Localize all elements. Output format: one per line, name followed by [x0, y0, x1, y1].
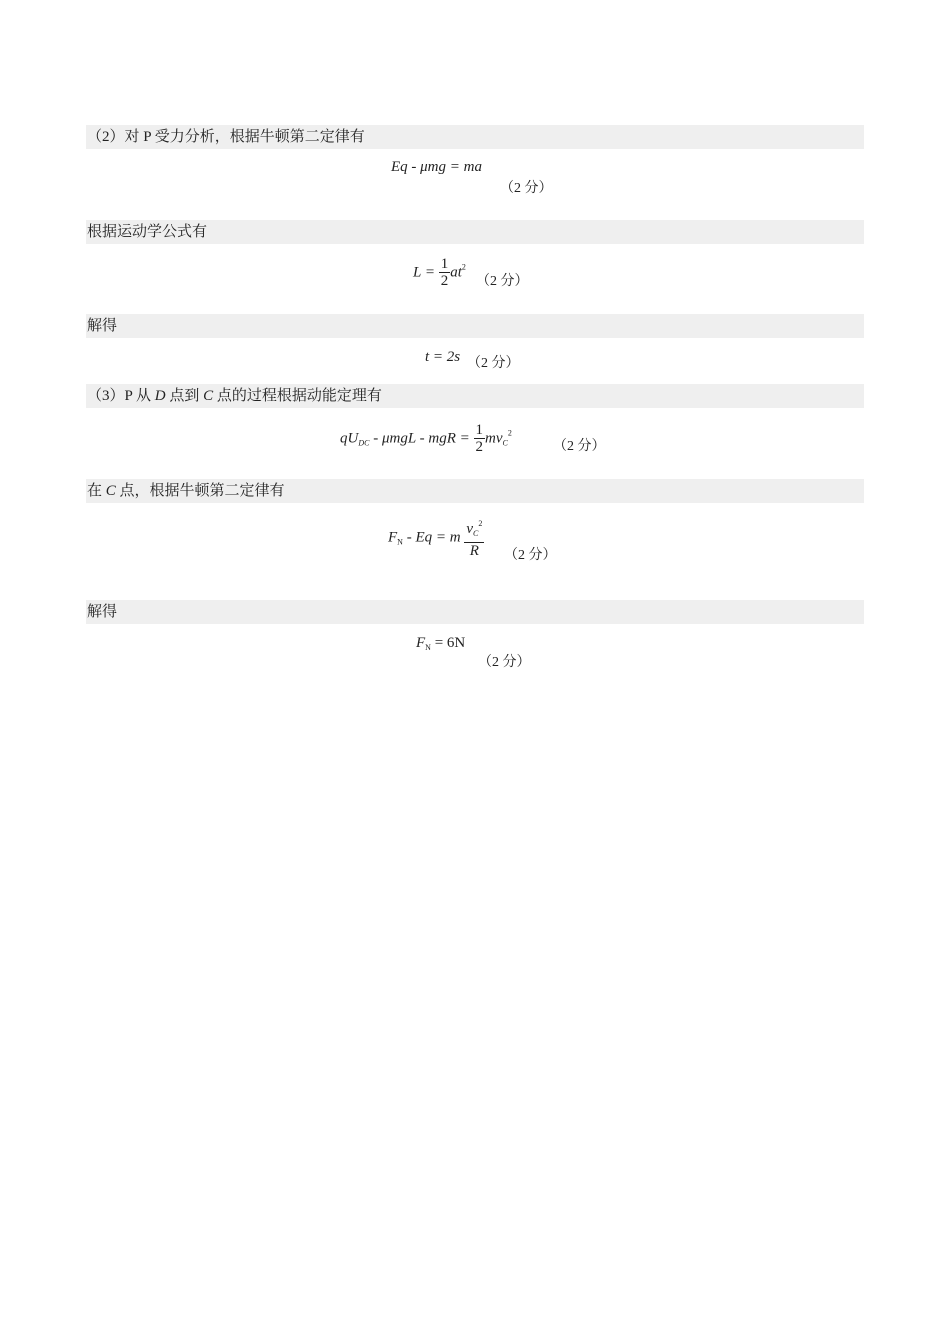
fraction-numerator: 1: [475, 422, 484, 438]
fraction-denominator: 2: [440, 273, 449, 289]
equation-work-energy: [340, 422, 512, 456]
equation-kinematics: [413, 256, 466, 290]
text-segment: 在: [87, 483, 106, 499]
equation-normal-force-result: [416, 635, 465, 652]
superscript: 2: [507, 428, 512, 438]
equation-term: qU: [340, 430, 359, 447]
fraction-half: [439, 256, 451, 290]
text-segment: 点到: [165, 388, 204, 404]
point-label-d: D: [154, 388, 166, 404]
text-line-kinematics: 根据运动学公式有: [86, 220, 864, 244]
equation-text: t = 2s: [425, 349, 461, 365]
score-label: （2 分）: [500, 181, 553, 196]
equation-time-result: [425, 349, 460, 366]
fraction-half: [474, 422, 486, 456]
text-line-solve: 解得: [86, 314, 864, 338]
equation-term: F: [416, 635, 426, 651]
score-label: （2 分）: [504, 548, 557, 563]
score-label: （2 分）: [478, 655, 531, 670]
subscript: N: [397, 537, 403, 547]
fraction-numerator: 1: [440, 256, 449, 272]
denominator-r: R: [469, 543, 479, 559]
point-label-c: C: [105, 483, 116, 499]
subscript: N: [425, 643, 431, 652]
superscript: 2: [478, 519, 483, 528]
equation-term: - μmgL - mgR =: [369, 430, 470, 447]
fraction-numerator: [464, 516, 484, 543]
equation-term: F: [388, 529, 398, 546]
point-label-c: C: [203, 388, 214, 404]
text-segment: （3）P 从: [87, 388, 155, 404]
subscript: C: [502, 438, 508, 448]
text-line-newton-at-c: [86, 479, 864, 503]
equation-lhs: L =: [413, 264, 435, 281]
fraction-denominator: 2: [475, 439, 484, 455]
score-label: （2 分）: [553, 439, 606, 454]
fraction-velocity-over-radius: [464, 516, 484, 560]
equation-newton-second-law: [391, 159, 482, 176]
subscript: DC: [358, 438, 370, 448]
text-line-solve-final: 解得: [86, 600, 864, 624]
equation-term: = 6N: [430, 635, 466, 651]
text-line-work-energy: [86, 384, 864, 408]
text-segment: 点，根据牛顿第二定律有: [115, 483, 285, 499]
subscript: C: [473, 529, 479, 538]
text-line-newton-analysis: （2）对 P 受力分析，根据牛顿第二定律有: [86, 125, 864, 149]
score-label: （2 分）: [467, 356, 520, 371]
equation-rhs: at: [450, 264, 462, 281]
equation-normal-force: [388, 516, 484, 560]
score-label: （2 分）: [476, 274, 529, 289]
numerator-v: v: [466, 521, 473, 537]
equation-term: mv: [485, 430, 503, 447]
fraction-denominator: [464, 543, 484, 560]
text-segment: 点的过程根据动能定理有: [213, 388, 382, 404]
superscript: 2: [461, 262, 466, 272]
equation-term: - Eq = m: [402, 529, 461, 546]
equation-text: Eq - μmg = ma: [391, 159, 482, 175]
